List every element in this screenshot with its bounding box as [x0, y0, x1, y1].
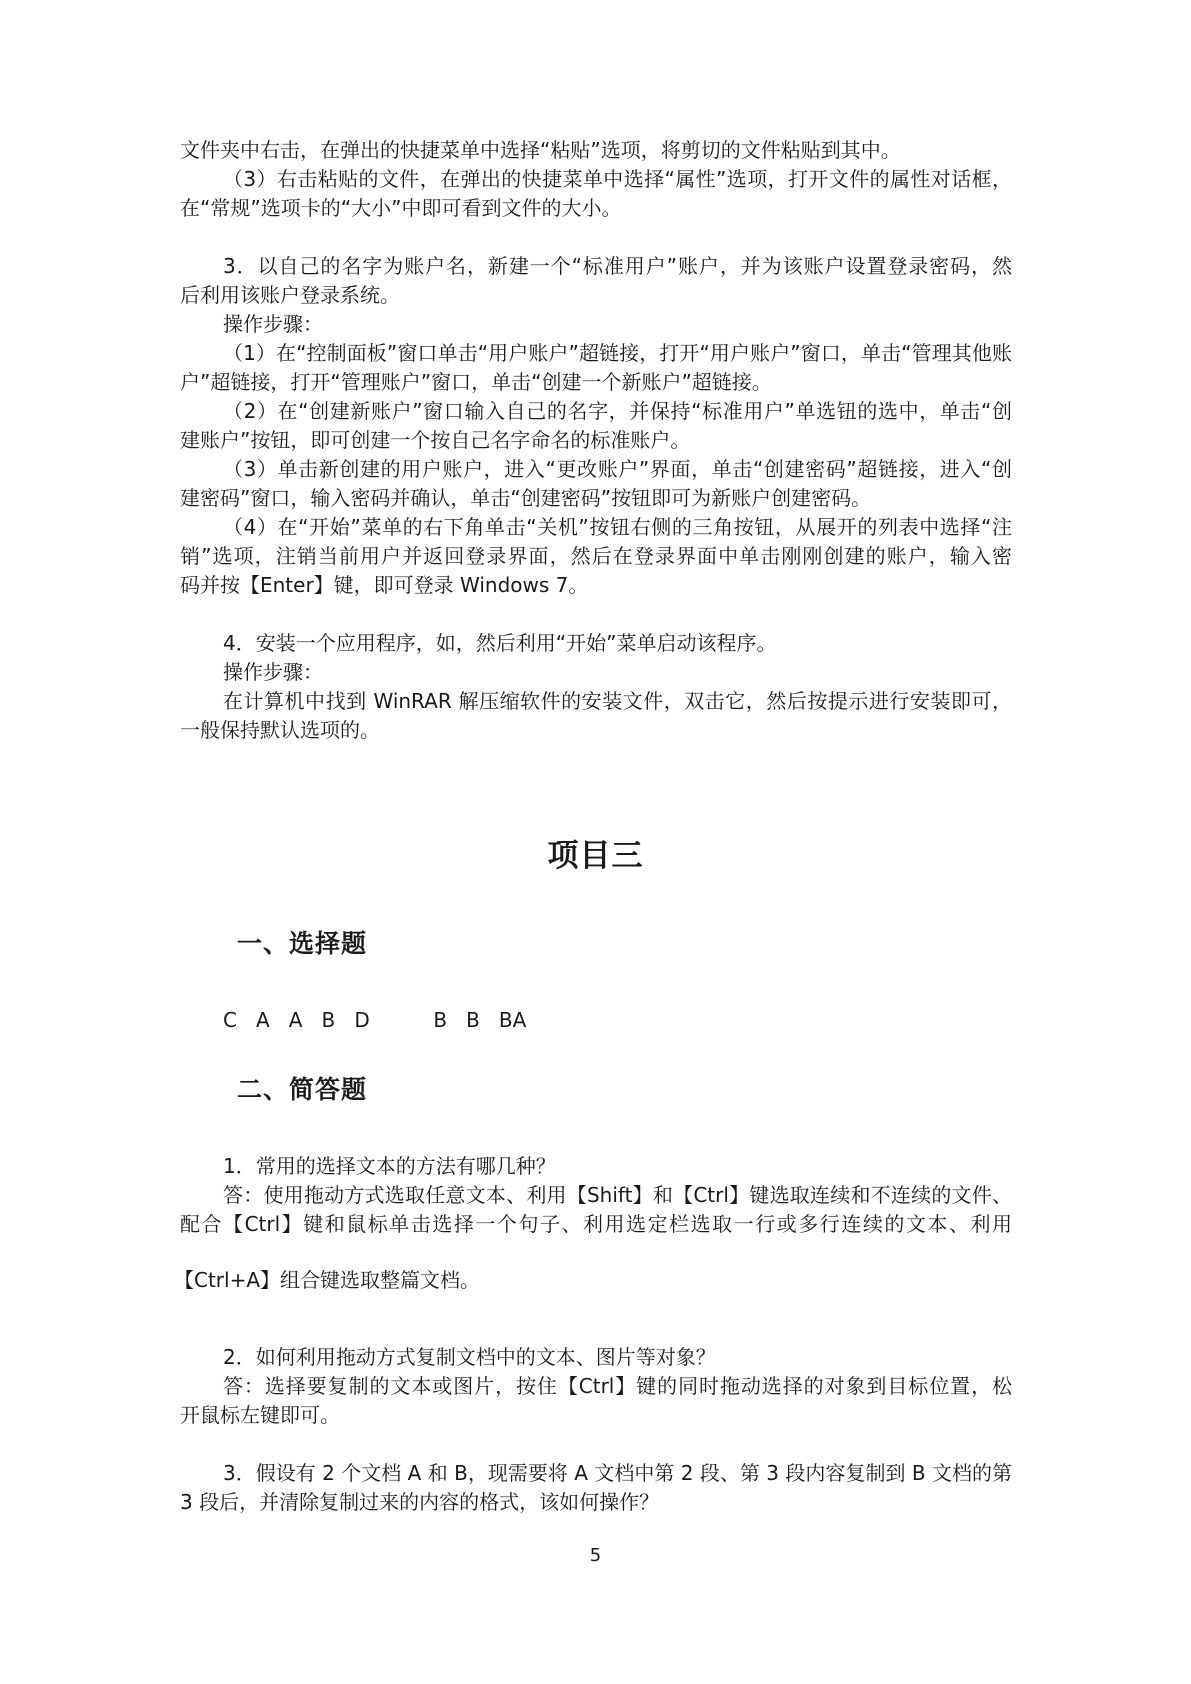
answer-line: 【Ctrl+A】组合键选取整篇文档。: [174, 1268, 481, 1292]
answer-line: 配合【Ctrl】键和鼠标单击选择一个句子、利用选定栏选取一行或多行连续的文本、利用: [180, 1212, 1012, 1236]
step-line: （4）在“开始”菜单的右下角单击“关机”按钮右侧的三角按钮，从展开的列表中选择“注: [223, 515, 1012, 539]
answer-line: 答：使用拖动方式选取任意文本、利用【Shift】和【Ctrl】键选取连续和不连续的文件、: [223, 1183, 1012, 1207]
exercise-question: 3 段后，并清除复制过来的内容的格式，该如何操作？: [180, 1490, 660, 1514]
step-line: 建密码”窗口，输入密码并确认，单击“创建密码”按钮即可为新账户创建密码。: [180, 486, 872, 510]
step-line: 建账户”按钮，即可创建一个按自己名字命名的标准账户。: [180, 428, 691, 452]
step-line: 一般保持默认选项的。: [180, 718, 380, 742]
answer-line: 开鼠标左键即可。: [180, 1403, 340, 1427]
exercise-question: 1．常用的选择文本的方法有哪几种？: [223, 1154, 556, 1178]
section-heading-choice: 一、选择题: [237, 929, 368, 958]
step-line: 销”选项，注销当前用户并返回登录界面，然后在登录界面中单击刚刚创建的账户，输入密: [180, 544, 1012, 568]
section-heading-short-answer: 二、简答题: [237, 1075, 368, 1104]
exercise-question: 3．以自己的名字为账户名，新建一个“标准用户”账户，并为该账户设置登录密码，然: [223, 254, 1012, 278]
step-line: 码并按【Enter】键，即可登录 Windows 7。: [180, 573, 589, 597]
answer-line: 答：选择要复制的文本或图片，按住【Ctrl】键的同时拖动选择的对象到目标位置，松: [223, 1374, 1012, 1398]
exercise-question: 2．如何利用拖动方式复制文档中的文本、图片等对象？: [223, 1345, 716, 1369]
exercise-question: 4．安装一个应用程序，如，然后利用“开始”菜单启动该程序。: [223, 631, 777, 655]
project-title: 项目三: [547, 838, 644, 874]
steps-label: 操作步骤：: [223, 312, 323, 336]
paragraph-line: （3）右击粘贴的文件，在弹出的快捷菜单中选择“属性”选项，打开文件的属性对话框，: [223, 167, 1012, 191]
step-line: （2）在“创建新账户”窗口输入自己的名字，并保持“标准用户”单选钮的选中，单击“创: [223, 399, 1012, 423]
choice-answers: C A A B D B B BA: [223, 1008, 527, 1032]
exercise-question: 3．假设有 2 个文档 A 和 B，现需要将 A 文档中第 2 段、第 3 段内容复制到 B 文档的第: [223, 1461, 1012, 1485]
step-line: 在计算机中找到 WinRAR 解压缩软件的安装文件，双击它，然后按提示进行安装即可，: [223, 689, 1012, 713]
step-line: （3）单击新创建的用户账户，进入“更改账户”界面，单击“创建密码”超链接，进入“创: [223, 457, 1012, 481]
step-line: 户”超链接，打开“管理账户”窗口，单击“创建一个新账户”超链接。: [180, 370, 772, 394]
exercise-question: 后利用该账户登录系统。: [180, 283, 400, 307]
step-line: （1）在“控制面板”窗口单击“用户账户”超链接，打开“用户账户”窗口，单击“管理其他账: [223, 341, 1012, 365]
page-number: 5: [589, 1545, 602, 1566]
paragraph-line: 文件夹中右击，在弹出的快捷菜单中选择“粘贴”选项，将剪切的文件粘贴到其中。: [180, 138, 901, 162]
paragraph-line: 在“常规”选项卡的“大小”中即可看到文件的大小。: [180, 196, 622, 220]
steps-label: 操作步骤：: [223, 660, 323, 684]
